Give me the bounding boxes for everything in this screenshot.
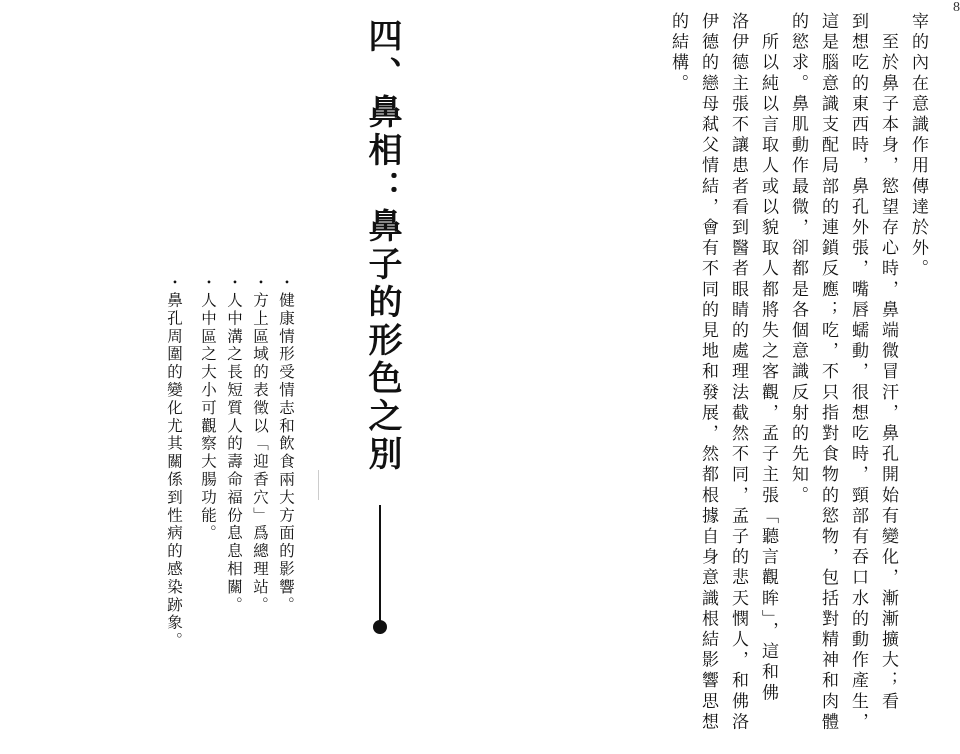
- body-text-column: 伊德的戀母弒父情結，會有不同的見地和發展，然都根據自身意識根結影響思想: [698, 12, 718, 733]
- bullet-item: ・人中溝之長短質人的壽命福份息息相關。: [225, 274, 243, 615]
- page-gutter: [318, 470, 319, 500]
- bullet-item: ・方上區域的表徵以「迎香穴」爲總理站。: [251, 274, 269, 615]
- page-number: 8: [953, 0, 960, 15]
- body-text-column: 所以純以言取人或以貌取人都將失之客觀，孟子主張「聽言觀眸」，這和佛: [758, 12, 778, 704]
- bullet-item: ・鼻孔周圍的變化尤其關係到性病的感染跡象。: [165, 274, 183, 650]
- body-text-column: 的慾求。鼻肌動作最微，卻都是各個意識反射的先知。: [788, 12, 808, 507]
- chapter-title: 四、鼻相：鼻子的形色之別: [362, 18, 402, 474]
- bullet-item: ・健康情形受情志和飲食兩大方面的影響。: [277, 274, 295, 615]
- body-text-column: 宰的內在意識作用傳達於外。: [908, 12, 928, 280]
- bullet-item: ・人中區之大小可觀察大腸功能。: [199, 274, 217, 543]
- body-text-column: 到想吃的東西時，鼻孔外張，嘴唇蠕動，很想吃時，頸部有吞口水的動作產生，: [848, 12, 868, 733]
- title-end-dot: [373, 620, 387, 634]
- body-text-column: 至於鼻子本身，慾望存心時，鼻端微冒汗，鼻孔開始有變化，漸漸擴大；看: [878, 12, 898, 713]
- body-text-column: 這是腦意識支配局部的連鎖反應；吃，不只指對食物的慾物，包括對精神和肉體: [818, 12, 838, 733]
- body-text-column: 的結構。: [668, 12, 688, 95]
- title-rule-line: [379, 505, 381, 625]
- body-text-column: 洛伊德主張不讓患者看到醫者眼睛的處理法截然不同，孟子的悲天憫人，和佛洛: [728, 12, 748, 733]
